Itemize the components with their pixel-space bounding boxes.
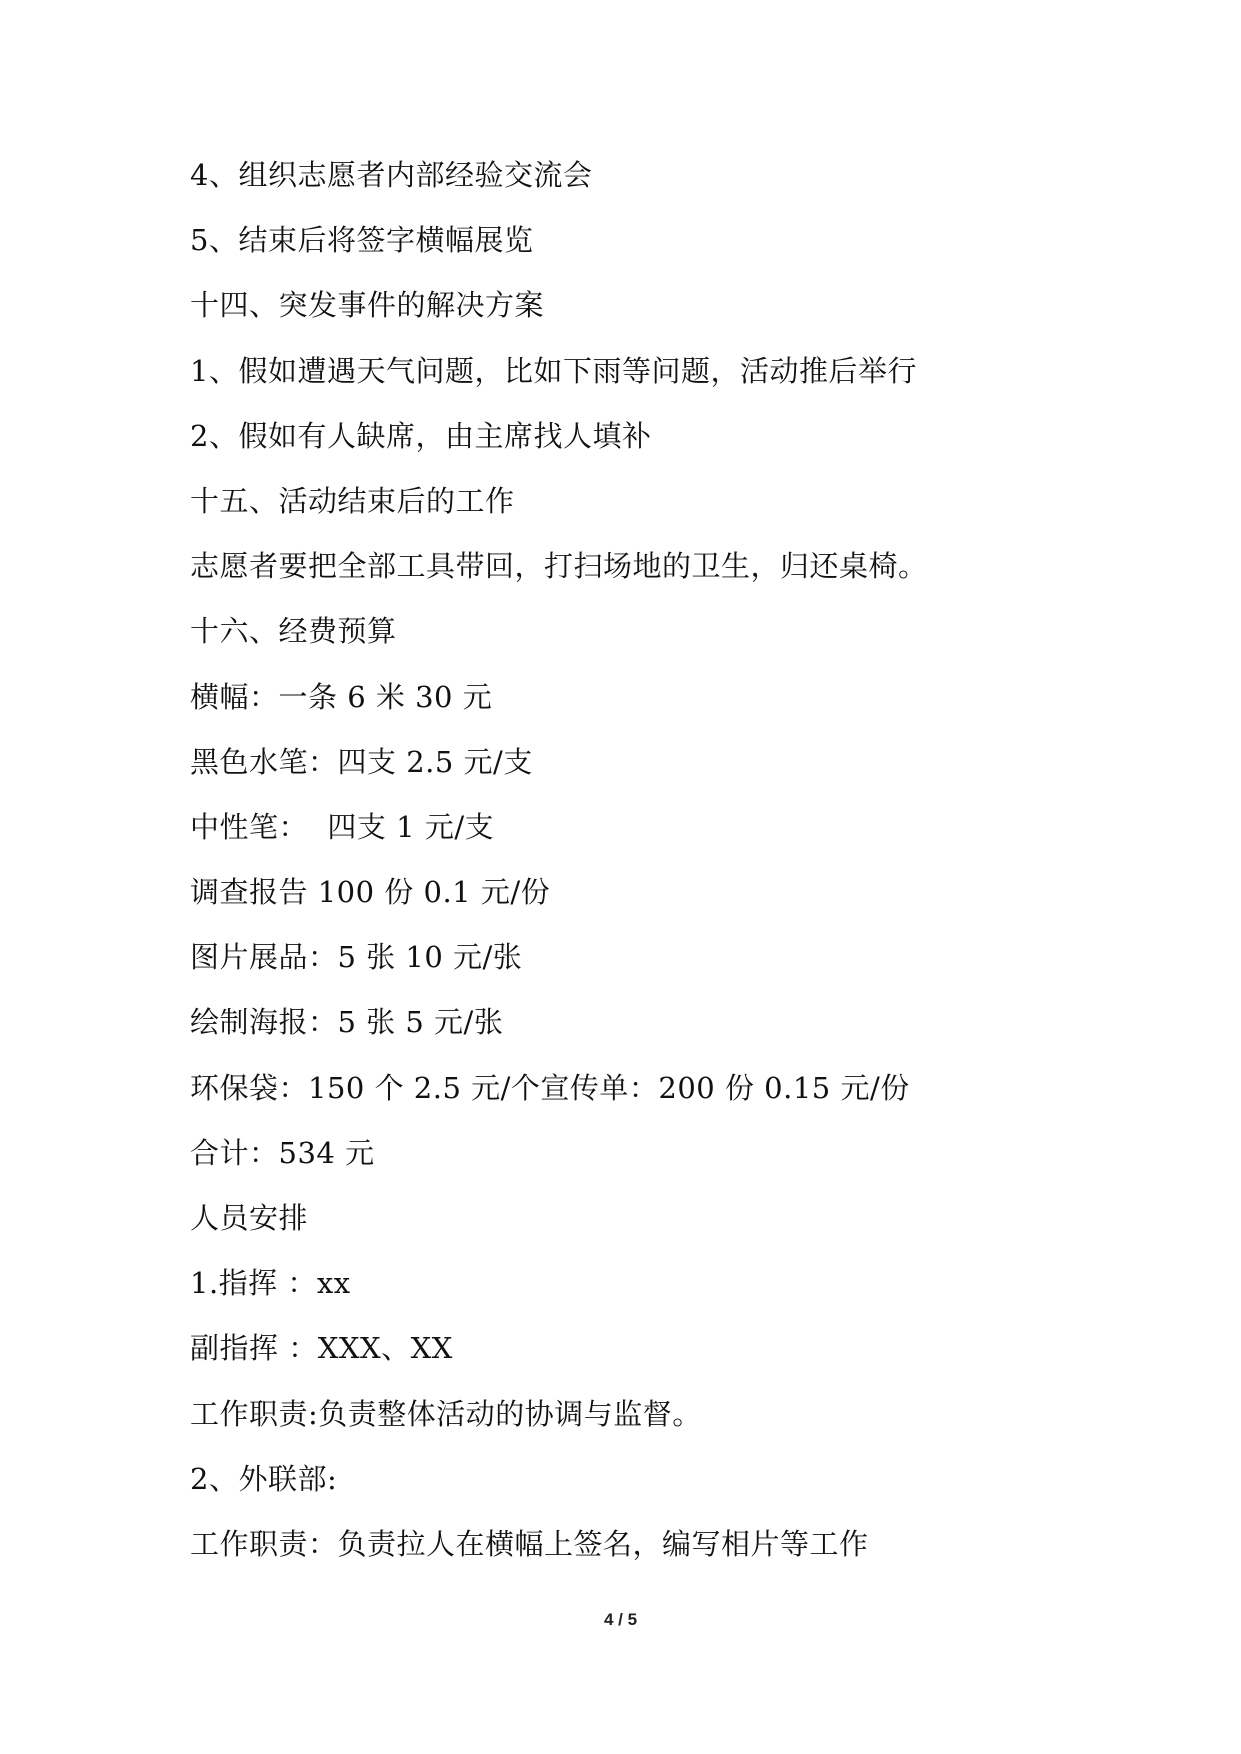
budget-item: 环保袋：150 个 2.5 元/个宣传单：200 份 0.15 元/份 [190, 1070, 910, 1105]
budget-item: 黑色水笔：四支 2.5 元/支 [190, 744, 533, 779]
staff-item: 1.指挥 ：xx [190, 1266, 351, 1301]
list-item: 1、假如遭遇天气问题，比如下雨等问题，活动推后举行 [190, 353, 917, 388]
budget-item: 横幅：一条 6 米 30 元 [190, 679, 493, 714]
budget-total: 合计：534 元 [190, 1135, 375, 1170]
budget-item: 图片展品：5 张 10 元/张 [190, 940, 523, 975]
document-body [190, 155, 1090, 1589]
budget-item: 中性笔： 四支 1 元/支 [190, 809, 495, 844]
list-item: 2、假如有人缺席，由主席找人填补 [190, 418, 652, 453]
staff-item: 2、外联部: [190, 1461, 338, 1496]
section-heading: 十六、经费预算 [190, 614, 397, 649]
staff-item: 副指挥 ：XXX、XX [190, 1331, 453, 1366]
paragraph: 工作职责：负责拉人在横幅上签名，编写相片等工作 [190, 1526, 869, 1561]
paragraph: 工作职责:负责整体活动的协调与监督。 [190, 1396, 702, 1431]
section-heading: 人员安排 [190, 1201, 309, 1235]
page-number: 4 / 5 [603, 1610, 638, 1629]
list-item: 5、结束后将签字横幅展览 [190, 223, 534, 258]
list-item: 4、组织志愿者内部经验交流会 [190, 158, 593, 192]
budget-item: 绘制海报：5 张 5 元/张 [190, 1005, 504, 1040]
section-heading: 十五、活动结束后的工作 [190, 483, 515, 518]
section-heading: 十四、突发事件的解决方案 [190, 288, 545, 323]
paragraph: 志愿者要把全部工具带回，打扫场地的卫生，归还桌椅。 [190, 549, 928, 584]
budget-item: 调查报告 100 份 0.1 元/份 [190, 875, 551, 910]
